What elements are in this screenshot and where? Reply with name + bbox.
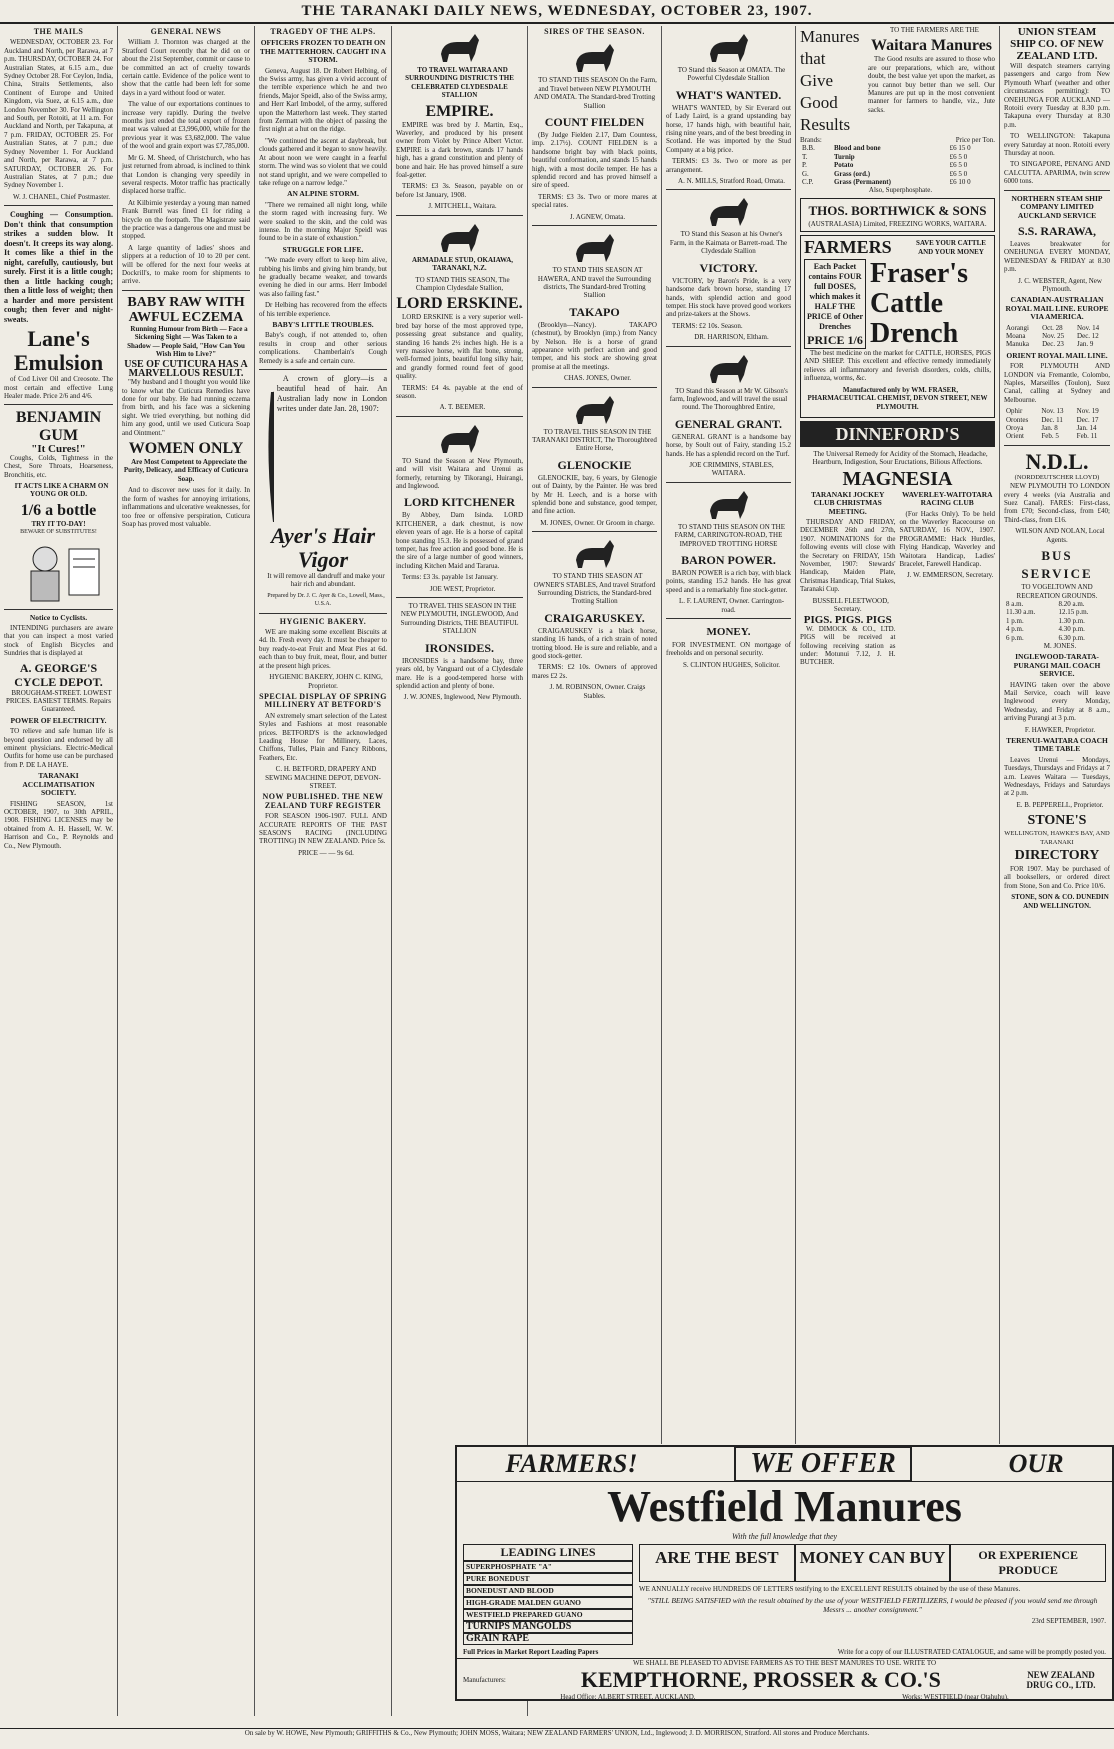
waitara-manures-title: Waitara Manures [870,37,993,55]
westfield-notes [457,1648,1112,1656]
dinneford-ad [800,421,995,447]
hygienic-bakery-text: WE are making some excellent Biscuits at 4d. lb. Fresh every day. It must be cheaper to buy ready-to-eat Fruit and Meat Pies at 6d. each than to buy fruit, meat, flour, and butter at the present high prices. [259,628,387,670]
table-row: 11.30 a.m. 12.15 p.m. [1006,608,1089,617]
electricity-text: TO relieve and safe human life is beyond question and endorsed by all eminent physicians. Electric-Medical Outfits for home use can be purchased from P. DE LA HAYE. [4,727,113,769]
divider [259,613,387,614]
manures-word: Good [800,93,838,112]
waverley-racing-text: (For Hacks Only). To be held on the Waverley Racecourse on SATURDAY, 16 NOV., 1907. PROGRAMME: Hack Hurdles, Flying Handicap, Waverley and Waitotara Handicap, Ladies' Bracelet, Farewell Handicap. [899,509,995,568]
hawker-sign: F. HAWKER, Proprietor. [1024,725,1096,734]
glenockie-lead: TO TRAVEL THIS SEASON IN THE TARANAKI DISTRICT, The Thoroughbred Entire Horse, [532,427,657,453]
millinery-title: SPECIAL DISPLAY OF SPRING MILLINERY AT BETFORD'S [259,691,387,710]
orient-text: FOR PLYMOUTH AND LONDON via Fremantle, Colombo, Naples, Marseilles (Toulon), Suez Canal, calling at Sydney and Melbourne. [1004,362,1110,404]
mails-text: WEDNESDAY, OCTOBER 23. For Auckland and North, per Rarawa, at 7 p.m. THURSDAY, OCTOBER 24. For Australian States, at 6.15 a.m., due Sydney October 28. For Ceylon, India, China, Straits Settlements, also Continent of Europe and United Kingdom, via Suez, at 6.15 a.m., due London November 30. For Wellington and South, per Rotoiti, at 11 a.m. For Auckland and North, per Takapuna, at 7 p.m. FRIDAY, OCTOBER 25. For Australian States, at 7 p.m.; due Sydney November 1. For Auckland and North, per Rarawa, at 7 p.m. SATURDAY, OCTOBER 26. For Australian States, at 7 p.m.; due Sydney November 1. [4,38,113,190]
westfield-addresses [457,1693,1112,1701]
horse-illustration [570,536,620,570]
union-steam-title: UNION STEAM SHIP CO. OF NEW ZEALAND LTD. [1010,26,1104,62]
news-paragraph: Mr G. M. Sheed, of Christchurch, who has just returned from abroad, is inclined to think that London is changing very speedily in several respects. Motor traffic has practically displaced horse traffic. [122,153,250,196]
empire-title: EMPIRE. [425,102,494,120]
westfield-farmers: FARMERS! [505,1449,638,1478]
news-paragraph: A large quantity of ladies' shoes and slippers at a reduction of 10 to 20 per cent. will be offered for the next four weeks at Dockrill's, to make room for shipments to arrive. [122,243,250,286]
divider [532,225,657,226]
drench-price: PRICE 1/6 [807,333,863,348]
electricity-title: POWER OF ELECTRICITY. [10,715,107,725]
table-row: 8 a.m. 8.20 a.m. [1006,599,1085,608]
manufacturers-label: Manufacturers: [463,1676,506,1684]
baron-power-text: BARON POWER is a rich bay, with black points, standing 15.2 hands. He has great speed and is a remarkably fine stock-getter. [666,569,791,594]
tragedy-paragraph: "We made every effort to keep him alive, rubbing his limbs and giving him brandy, but he gradually became weaker, and towards evening he died in our arms. Herr Imbodel was also failing fast." [259,256,387,298]
divider [396,597,523,598]
lord-kitchener-text: By Abbey, Dam Isinda. LORD KITCHENER, a dark chestnut, is now eleven years of age. He is a horse of capital bone standing 15.3. He is possessed of grand temper, has free action and good bone. He is the sire of a large number of good winners, including Kitchen Maid and Tararua. [396,511,523,570]
kempthorne-title: KEMPTHORNE, PROSSER & CO.'S [580,1667,941,1692]
empire-text: EMPIRE was bred by J. Martin, Esq., Waverley, and produced by his present owner from Violet by Prince Albert Victor. EMPIRE is a dark brown, stands 17 hands high, has a grand constitution and plenty of bone and hair. He has proved himself a sure foal-getter. [396,120,523,180]
brand-row: C.P. Grass (Permanent) £6 10 0 [802,178,971,187]
struggle-heading: STRUGGLE FOR LIFE. [282,244,364,254]
westfield-our: OUR [1008,1449,1064,1478]
union-singapore: TO SINGAPORE, PENANG AND CALCUTTA. APARIMA, twin screw 6000 tons. [1004,160,1110,186]
westfield-claims [639,1544,1106,1582]
count-fielden-text: (By Judge Fielden 2.17, Dam Countess, imp. 2.17½). COUNT FIELDEN is a handsome bright bay with black points, beautiful conformation, and stands 15 hands high, with a most docile temper. He has a splendid record and has proved himself a sire of speed. [532,131,657,190]
union-steam-text: Will despatch steamers carrying passengers and cargo from New Plymouth Wharf (weather and other circumstances permitting): TO ONEHUNGA FOR AUCKLAND — Rotoiti every Tuesday at 8.30 p.m. Takapuna every Thursday at 8.30 p.m. [1004,62,1110,129]
table-row: 1 p.m. 1.30 p.m. [1006,616,1085,625]
ayer-hair-vigor-title: Ayer's Hair Vigor [270,523,376,573]
claim-are-best: ARE THE BEST [639,1544,795,1582]
hygienic-bakery-sign: HYGIENIC BAKERY, JOHN C. KING, Proprietor. [269,673,383,690]
westfield-tagline: With the full knowledge that they [731,1532,838,1541]
fraser-manufacturer: Manufactured only by WM. FRASER, PHARMACEUTICAL CHEMIST, DEVON STREET, NEW PLYMOUTH. [807,385,988,411]
drench-box-text: Each Packet contains FOUR full DOSES, which makes it HALF THE PRICE of Other Drenches [807,262,863,332]
northern-steam-title: NORTHERN STEAM SHIP COMPANY LIMITED AUCKLAND SERVICE [1011,193,1103,220]
divider [4,404,113,405]
claim-money-buy: MONEY CAN BUY [795,1544,951,1582]
table-row: 6 p.m. 6.30 p.m. [1006,633,1085,642]
waitara-head: TO THE FARMERS ARE THE [890,26,979,34]
brands-header [800,136,995,144]
tragedy-paragraph: Geneva, August 18. Dr Robert Helbing, of the Swiss army, has given a vivid account of the terrible experience which he and two friends, Major Speidl, also of the Swiss army, and Herr Karl Imbodel, of the army, suffered upon the Matterhorn last week. They started from Zermatt with the object of passing the first night at a hut on the ridge. [259,66,387,134]
table-row: 4 p.m. 4.30 p.m. [1006,625,1085,634]
cyclists-title: Notice to Cyclists. [29,612,88,622]
leading-line: TURNIPS MANGOLDS [463,1621,633,1633]
women-only-text: And to discover new uses for it daily. In the form of washes for annoying irritations, inflammations and ulcerative weaknesses, for too free or offensive perspiration, Cuticura Soap has proved most valuable. [122,486,250,528]
urenui-coach-sign: E. B. PEPPERELL, Proprietor. [1016,800,1104,809]
ayer-hair-vigor-sub: It will remove all dandruff and make your hair rich and abundant. [267,572,385,589]
canadian-sailings [1004,324,1110,349]
directory-text: FOR 1907. May be purchased of all booksellers, or ordered direct from Stone, Son and Co. Price 10/6. [1004,865,1110,890]
column-shipping [1000,26,1114,1444]
george-cycle-depot: A. GEORGE'S CYCLE DEPOT. [14,660,103,689]
craigaruskey-sign: J. M. ROBINSON, Owner. Craigs Stables. [549,683,646,700]
rarawa-sign: J. C. WEBSTER, Agent, New Plymouth. [1018,276,1102,293]
money-sign: S. CLINTON HUGHES, Solicitor. [682,660,781,669]
women-only-title: WOMEN ONLY [128,440,244,458]
pigs-title: PIGS. PIGS. PIGS [803,614,892,627]
table-row: Aorangi Oct. 28 Nov. 14 [1006,323,1100,332]
leading-lines-list [463,1561,633,1645]
brands-price-head: Price per Ton. [955,136,995,144]
leading-line: BONEDUST AND BLOOD [463,1585,633,1597]
waverley-racing-title: WAVERLEY-WAITOTARA RACING CLUB [901,489,993,508]
brands-table [800,144,995,186]
long-hair-woman-illustration [259,374,274,524]
lord-erskine-text: LORD ERSKINE is a very superior well-bred bay horse of the most approved type, possessing great substance and quality, standing 16 hands 2½ inches high. He is a very massive horse, with flat bone, strong, well-formed joints, beautiful long silky hair, and grandly formed round feet of good quality. [396,313,523,381]
borthwick-ad [800,198,995,232]
tragedy-paragraph: Dr Helbing has recovered from the effects of his terrible experience. [259,301,387,318]
urenui-coach-text: Leaves Urenui — Mondays, Tuesdays, Thursdays and Fridays at 7 a.m. Leaves Waitara — Tuesdays, Wednesdays, Fridays and Saturdays at 2 p.m. [1004,755,1110,798]
baby-troubles-title: BABY'S LITTLE TROUBLES. [272,320,374,329]
fraser-drench-ad [800,235,995,418]
horse-illustration [704,30,754,64]
alpine-storm-heading: AN ALPINE STORM. [287,189,359,199]
general-grant-text: GENERAL GRANT is a handsome bay horse, by Soult out of Fairy, standing 15.2 hands. He has a splendid record on the Turf. [666,432,791,458]
ironsides-text: IRONSIDES is a handsome bay, three years old, by Vanguard out of a Clydesdale mare. He is a good-tempered horse with splendid action and plenty of bone. [396,656,523,690]
rarawa-title: S.S. RARAWA, [1017,223,1097,238]
ironsides-lead: TO TRAVEL THIS SEASON IN THE NEW PLYMOUTH, INGLEWOOD, And Surrounding Districts, THE BEAUTIFUL STALLION [400,602,519,636]
column-manures-cattle [796,26,1000,1444]
horse-illustration [704,487,754,521]
victory-text: VICTORY, by Baron's Pride, is a very handsome dark brown horse, standing 17 hands, with splendid action and good temper. His stock have proved good workers and prize-takers at the Shows. [666,276,791,319]
save-cattle-line: SAVE YOUR CATTLE AND YOUR MONEY [916,239,986,256]
acclimatisation-title: TARANAKI ACCLIMATISATION SOCIETY. [22,771,95,798]
jockey-club-title: TARANAKI JOCKEY CLUB CHRISTMAS MEETING. [811,489,885,516]
nz-drug-co: NEW ZEALAND DRUG CO., LTD. [1026,1670,1096,1690]
ndl-title: N.D.L. [1025,448,1089,474]
bus-service-sub: TO VOGELTOWN AND RECREATION GROUNDS. [1016,583,1098,600]
table-row: Moana Nov. 25 Dec. 12 [1006,331,1099,340]
works-address: Works: WESTFIELD (near Otahuhu). [902,1693,1009,1701]
turf-register-title: NOW PUBLISHED. THE NEW ZEALAND TURF REGISTER [262,792,384,810]
takapo-text: (Brooklyn—Nancy). TAKAPO (chestnut), by Brooklyn (imp.) from Nancy by Nelson. He is a horse of grand appearance with perfect action and good temper, and his stock are showing great promise at all the meetings. [532,320,657,371]
whats-wanted-title: WHAT'S WANTED. [675,87,782,102]
magnesia-title: MAGNESIA [842,467,953,490]
brand-row: T. Turnip £6 5 0 [802,152,968,161]
column-stallions-3 [662,26,796,1444]
divider [666,618,791,619]
sires-title: SIRES OF THE SEASON. [544,27,645,36]
divider [532,531,657,532]
turf-register-price: PRICE — — 9s 6d. [298,848,354,857]
lord-erskine-title: LORD ERSKINE. [396,295,523,313]
stones-title: STONE'S [1027,813,1087,829]
divider [532,387,657,388]
lord-erskine-terms: TERMS: £4 4s. payable at the end of season. [396,383,523,400]
directory-title: DIRECTORY [1014,848,1100,864]
baron-power-sign: L. F. LAURENT, Owner. Carrington-road. [678,597,785,614]
rarawa-text: Leaves breakwater for ONEHUNGA EVERY MONDAY, WEDNESDAY & FRIDAY at 8.30 p.m. [1004,239,1110,274]
manures-word: Give [800,71,834,90]
mails-signoff: W. J. CHANEL, Chief Postmaster. [13,192,110,201]
empire-terms: TERMS: £3 3s. Season, payable on or before 1st January, 1908. [396,182,523,199]
horse-illustration [570,40,620,74]
jockey-club-text: THURSDAY AND FRIDAY, DECEMBER 26th and 27th, 1907. NOMINATIONS for the following events will close with the Secretary on FRIDAY, 15th November, 1907: Stewards' Handicap, Maiden Plate, Christmas Handicap, Trial Stakes, Taranaki Cup. [800,517,896,594]
leading-lines-title: LEADING LINES [463,1544,633,1561]
tragedy-paragraph: "There we remained all night long, while the storm raged with increasing fury. We were soaked to the skin, and the cold was intense. In the morning Major Speidl was found to be in a state of exhaustion." [259,200,387,243]
tragedy-sub: OFFICERS FROZEN TO DEATH ON THE MATTERHORN. CAUGHT IN A STORM. [259,38,387,65]
craigaruskey-terms: TERMS: £2 10s. Owners of approved mares £2 2s. [532,663,657,680]
bus-sign: M. JONES. [1043,641,1077,650]
waitara-manures-text: The Good results are assured to those who are our preparations, which are, without doubt, the best value yet upon the market, as you cannot buy better than we sell. Our Manures are put up in the most convenient manner for farmers to handle, viz., Jute sacks. [868,55,995,114]
whats-wanted-text: WHAT'S WANTED, by Sir Everard out of Lady Laird, is a grand upstanding bay horse, 17 hands high, with beautiful hair, rising nine years, and of the best breeding in Scotland. He was imported by the Stud Company at a big price. [666,103,791,154]
divider [1004,190,1110,191]
news-paragraph: At Kilbirnie yesterday a young man named Frank Burrell was fined £1 for riding a bicycle on the footpath. The Magistrate said the practice was a dangerous one and must be stopped. [122,198,250,241]
horse-illustration [435,220,485,254]
borthwick-title: THOS. BORTHWICK & SONS [808,202,987,218]
bus-service-title: BUS SERVICE [1021,548,1093,582]
inglewood-coach-text: HAVING taken over the above Mail Service, coach will leave Inglewood every Monday, Wednesday, and Friday at 8 a.m., arriving Purangi at 3 p.m. [1004,680,1110,723]
count-fielden-lead: TO STAND THIS SEASON On the Farm, and Travel between NEW PLYMOUTH AND OMATA. The Standard-bred Trotting Stallion [533,76,657,110]
victory-title: VICTORY. [699,260,758,275]
superphosphate-note: Also, Superphosphate. [868,186,933,195]
benjamin-gum-charm: IT ACTS LIKE A CHARM ON YOUNG OR OLD. [14,481,109,499]
benjamin-gum-beware: BEWARE OF SUBSTITUTES! [20,529,97,536]
empire-sign: J. MITCHELL, Waitara. [428,202,497,211]
divider [4,609,113,610]
armadale-stud-head: ARMADALE STUD, OKAIAWA, TARANAKI, N.Z. [411,255,514,273]
lord-kitchener-terms: Terms: £3 3s. payable 1st January. [402,573,499,582]
advise-note: WE SHALL BE PLEASED TO ADVISE FARMERS AS TO THE BEST MANURES TO USE. WRITE TO [457,1658,1112,1667]
divider [4,205,113,206]
westfield-quote-date: 23rd SEPTEMBER, 1907. [1031,1617,1106,1625]
westfield-manures-ad [455,1445,1114,1701]
drench-text: The best medicine on the market for CATTLE, HORSES, PIGS AND SHEEP. This excellent and effective remedy immediately relieves all inflammatory and feverish disorders, colds, chills, influenza, worms, &c. [804,349,991,383]
manures-word: Results [800,115,851,134]
count-fielden-title: COUNT FIELDEN [544,115,645,130]
takapo-title: TAKAPO [569,304,620,319]
general-grant-sign: JOE CRIMMINS, STABLES, WAITARA. [689,460,774,478]
masthead: THE TARANAKI DAILY NEWS, WEDNESDAY, OCTOBER 23, 1907. [0,0,1114,24]
hygienic-bakery-title: HYGIENIC BAKERY. [279,616,367,626]
dinneford-title: DINNEFORD'S [835,423,960,444]
waverley-racing-sign: J. W. EMMERSON, Secretary. [907,571,994,580]
tragedy-title: TRAGEDY OF THE ALPS. [270,27,376,36]
craigaruskey-text: CRAIGARUSKEY is a black horse, standing 16 hands, of a rich strain of noted trotting blood. He is sure and reliable, and a good stock-getter. [532,626,657,661]
lane-emulsion-sub: of Cod Liver Oil and Creosote. The most certain and effective Lung Healer made. Price 2/6 and 4/6. [4,375,113,400]
victory-terms: TERMS: £2 10s. Season. [672,321,743,330]
lord-kitchener-title: LORD KITCHENER [403,495,516,510]
manures-word: Manures [800,27,860,46]
fraser-cattle-drench-title: Fraser's Cattle Drench [870,258,968,350]
ironsides-title: IRONSIDES. [424,640,495,655]
ndl-sign: WILSON AND NOLAN, Local Agents. [1015,527,1105,544]
lane-ad-text: Coughing — Consumption. Don't think that consumption strikes a sudden blow. It doesn't. It creeps its way along. It comes like a thief in the night, carefully, cautiously, but surely. First it is a little cough; then a little hacking cough; then a little loss of weight; then a harder and more persistent cough; then fever and night-sweats. [4,210,113,324]
catalogue-note: Write for a copy of our ILLUSTRATED CATALOGUE, and same will be promptly posted you. [837,1648,1106,1656]
women-only-sub: Are Most Competent to Appreciate the Purity, Delicacy, and Efficacy of Cuticura Soap. [123,458,249,483]
cuticura-text: "My husband and I thought you would like to know what the Cuticura Remedies have done for our baby. He had running eczema from birth, and his face was a sickening sight. We tried everything, but nothing did him any good, until we used Cuticura Soap and Ointment." [122,378,250,437]
divider [259,369,387,370]
leading-line: HIGH-GRADE MALDEN GUANO [463,1597,633,1609]
leading-line: WESTFIELD PREPARED GUANO [463,1609,633,1621]
crown-of-glory-text: A crown of glory—is a beautiful head of hair. An Australian lady now in London writes under date Jan. 28, 1907: [276,374,387,414]
farmers-heading: FARMERS [804,237,892,258]
inglewood-coach-title: INGLEWOOD-TARATA-PURANGI MAIL COACH SERVICE. [1013,652,1101,679]
baby-troubles-text: Baby's cough, if not attended to, often results in croup and other serious complications. Chamberlain's Cough Remedy is a safe and certain cure. [259,331,387,365]
table-row: Oroya Jan. 8 Jan. 14 [1006,424,1097,433]
acclimatisation-text: FISHING SEASON, 1st OCTOBER, 1907, to 30th APRIL, 1908. FISHING LICENSES may be obtained from A. H. Hassell, W. W. Harrison and Co., P. Reynolds and Co., New Plymouth. [4,799,113,850]
george-cycle-sub: BROUGHAM-STREET. LOWEST PRICES. EASIEST TERMS. Repairs Guaranteed. [6,688,112,714]
divider [396,215,523,216]
divider [666,189,791,190]
borthwick-sub: (AUSTRALASIA) Limited, FREEZING WORKS, WAITARA. [808,219,987,228]
horse-illustration [570,392,620,426]
column-stallions-2 [528,26,662,1444]
benjamin-gum-price: 1/6 a bottle [20,501,97,519]
leading-line: PURE BONEDUST [463,1573,633,1585]
manures-word: that [800,49,826,68]
canadian-title: CANADIAN-AUSTRALIAN ROYAL MAIL LINE. EUROPE VIA AMERICA. [1005,295,1109,322]
victory-lead: TO Stand this Season at his Owner's Farm, in the Kaimata or Barrett-road. The Clydesdale Stallion [669,230,788,256]
general-grant-lead: TO Stand this Season at Mr W. Gibson's farm, Inglewood, and will travel the usual round. The Thoroughbred Entire, [669,386,788,412]
ironsides-sign: J. W. JONES, Inglewood, New Plymouth. [403,693,522,702]
horse-illustration [435,30,485,64]
divider [666,482,791,483]
craigaruskey-title: CRAIGARUSKEY. [544,610,645,625]
horse-illustration [570,230,620,264]
ayer-hair-vigor-foot: Prepared by Dr. J. C. Ayer & Co., Lowell, Mass., U.S.A. [267,592,385,608]
news-paragraph: The value of our exportations continues to increase very rapidly. During the twelve months just ended the total export of frozen meat was valued at £3,996,000, while for the previous year it was £3,682,000. The value of the wool and grain export was £7,785,000. [122,100,250,151]
divider [396,416,523,417]
brand-row: B.B. Blood and bone £6 15 0 [802,144,971,153]
horse-illustration [704,194,754,228]
baron-power-title: BARON POWER. [681,553,776,567]
news-paragraph: William J. Thornton was charged at the Stratford Court recently that he did on or about the 21st September, commit or cause to be committed an act of cruelty towards certain cattle. Evidence of the police went to show that the cattle had been left for some days in a yard without food or water. [122,38,250,97]
footer-sale-line: On sale by W. HOWE, New Plymouth; GRIFFITHS & Co., New Plymouth; JOHN MOSS, Waitara; NEW ZEALAND FARMERS' UNION, Ltd., Inglewood; J. D. MORRISON, Stratford. All stores and Produce Merchants. [0,1728,1114,1747]
tragedy-paragraph: "We continued the ascent at daybreak, but clouds gathered and it began to snow heavily. At about noon we were caught in a fearful storm. The wind was so violent that we could not stand upright, and we were compelled to take refuge on a narrow ledge." [259,136,387,187]
count-fielden-sign: J. AGNEW, Omata. [569,212,626,221]
drench-box [804,259,866,349]
column-general-news [118,26,255,1716]
westfield-we-offer: WE OFFER [734,1446,912,1482]
benjamin-gum-title: BENJAMIN GUM [15,409,102,445]
table-row: Orient Feb. 5 Feb. 11 [1006,432,1098,441]
general-news-title: GENERAL NEWS [150,27,222,36]
table-row: Ophir Nov. 13 Nov. 19 [1006,407,1099,416]
westfield-quote: "STILL BEING SATISFIED with the result obtained by the use of your WESTFIELD FERTILIZERS, I would be pleased if you would send me through Messrs ... another consignment." [647,1596,1098,1614]
column-mails [0,26,118,1716]
divider [122,290,250,291]
leading-line: GRAIN RAPE [463,1633,633,1645]
craigaruskey-lead: TO STAND THIS SEASON AT OWNER'S STABLES, And travel Stratford Surrounding Districts, the Standard-bred Trotting Stallion [533,572,656,606]
benjamin-gum-tag: "It Cures!" [31,443,86,456]
leading-line: SUPERPHOSPHATE "A" [463,1561,633,1573]
table-row: Orontes Dec. 11 Dec. 17 [1006,415,1099,424]
brand-row: P. Potato £6 5 0 [802,161,968,170]
baron-power-lead: TO STAND THIS SEASON ON THE FARM, CARRINGTON-ROAD, THE IMPROVED TROTTING HORSE [674,522,785,548]
pigs-text: W. DIMOCK & CO., LTD. PIGS will be received at following receiving station as under: Motunui 7.12, J. H. BUTCHER. [800,624,896,667]
benjamin-figure-illustration [9,541,109,605]
horse-illustration [704,351,754,385]
glenockie-title: GLENOCKIE [557,457,632,472]
benjamin-gum-try: TRY IT TO-DAY! [31,519,86,528]
stones-sub: WELLINGTON, HAWKE'S BAY, AND TARANAKI [1004,830,1110,846]
manures-words [800,26,864,136]
whats-wanted-sign: A. N. MILLS, Stratford Road, Omata. [678,177,785,186]
glenockie-sign: M. JONES, Owner. Or Groom in charge. [540,518,655,527]
cuticura-title: USE OF CUTICURA HAS A MARVELLOUS RESULT. [124,359,248,379]
divider [666,346,791,347]
lane-emulsion-title: Lane's Emulsion [13,326,104,376]
money-title: MONEY. [706,626,751,639]
directory-sign: STONE, SON & CO. DUNEDIN AND WELLINGTON. [1011,893,1109,910]
whats-wanted-lead: TO Stand this Season at OMATA. The Powerful Clydesdale Stallion [677,66,786,83]
full-prices-note: Full Prices in Market Report Leading Papers [463,1648,599,1656]
victory-sign: DR. HARRISON, Eltham. [694,333,769,342]
orient-sailings [1004,407,1110,441]
takapo-lead: TO STAND THIS SEASON AT HAWERA, AND travel the Surrounding districts, The Standard-bred Trotting Stallion [537,266,652,300]
brand-row: G. Grass (ord.) £6 5 0 [802,169,968,178]
union-wellington: TO WELLINGTON: Takapuna every Saturday at noon. Rotoiti every Thursday at noon. [1004,132,1110,158]
lord-erskine-lead: TO STAND THIS SEASON, The Champion Clydesdale Stallion, [415,275,510,292]
money-text: FOR INVESTMENT. ON mortgage of freeholds and on personal security. [666,641,791,658]
baby-eczema-sub: Running Humour from Birth — Face a Sickening Sight — Was Taken to a Shadow — People Said, "How Can You Wish Him to Live?" [127,324,248,358]
benjamin-gum-text: Coughs, Colds, Tightness in the Chest, Sore Throats, Hoarseness, Bronchitis, etc. [4,453,113,479]
general-grant-title: GENERAL GRANT. [674,416,783,431]
count-fielden-terms: TERMS: £3 3s. Two or more mares at special rates. [532,192,657,210]
turf-register-text: FOR SEASON 1906-1907. FULL AND ACCURATE REPORTS OF THE PAST SEASON'S RACING (INCLUDING TROTTING) IN NEW ZEALAND. Price 5s. [259,812,387,846]
claim-experience: OR EXPERIENCE PRODUCE [950,1544,1106,1582]
takapo-sign: CHAS. JONES, Owner. [563,374,632,383]
lord-erskine-sign: A. T. BEEMER. [439,403,486,412]
whats-wanted-terms: TERMS: £3 3s. Two or more as per arrangement. [666,157,791,174]
divider [1004,445,1110,446]
lord-kitchener-sign: JOE WEST, Proprietor. [429,584,496,593]
head-office: Head Office: ALBERT STREET, AUCKLAND. [560,1693,696,1701]
glenockie-text: GLENOCKIE, bay, 6 years, by Glenogie out of Dainty, by the Painter. He was bred by Mr H. Leech, and is a horse with splendid bone and substance, good temper, and fine action. [532,473,657,516]
westfield-annually: WE ANNUALLY receive HUNDREDS OF LETTERS testifying to the EXCELLENT RESULTS obtained by the use of these Manures. [639,1585,1021,1593]
column-tragedy [255,26,392,1716]
ndl-sub: (NORDDEUTSCHER LLOYD) [1014,473,1100,481]
empire-lead: TO TRAVEL WAITARA AND SURROUNDING DISTRICTS THE CELEBRATED CLYDESDALE STALLION [405,66,514,100]
millinery-text: AN extremely smart selection of the Latest Styles and Fashions at most reasonable prices. BETFORD'S is the acknowledged Leading House for Millinery, Laces, Chiffons, Tulles, Plain and Fancy Ribbons, Feathers, Etc. [259,711,387,762]
westfield-title: Westfield Manures [607,1482,962,1531]
cyclists-text: INTENDING purchasers are aware that you can inspect a most varied stock of English Bicycles and Sundries that is displayed at [4,624,113,658]
dinneford-text: The Universal Remedy for Acidity of the Stomach, Headache, Heartburn, Indigestion, Sour Eructations, Bilious Affections. [812,449,988,467]
table-row: Manuka Dec. 23 Jan. 9 [1006,340,1094,349]
urenui-coach-title: TERENUI-WAITARA COACH TIME TABLE [1006,736,1108,754]
brands-title: Brands: [800,136,822,144]
jockey-club-sign: BUSSELL FLEETWOOD, Secretary. [812,596,889,613]
baby-eczema-title: BABY RAW WITH AWFUL ECZEMA [127,294,245,325]
orient-title: ORIENT ROYAL MAIL LINE. [1006,350,1108,360]
millinery-sign: C. H. BETFORD, DRAPERY AND SEWING MACHINE DEPOT, DEVON-STREET. [265,765,381,790]
mails-title: THE MAILS [33,27,84,36]
bus-timetable [1004,600,1110,642]
lord-kitchener-lead: TO Stand the Season at New Plymouth, and will visit Waitara and Urenui as formerly, returning by Tikorangi, Huirangi, and Inglewood. [396,456,523,490]
horse-illustration [435,421,485,455]
ndl-text: NEW PLYMOUTH TO LONDON every 4 weeks (via Australia and Suez Canal). FARES: First-class, from £70; Second-class, from £40; Third-class, from £16. [1004,482,1110,524]
